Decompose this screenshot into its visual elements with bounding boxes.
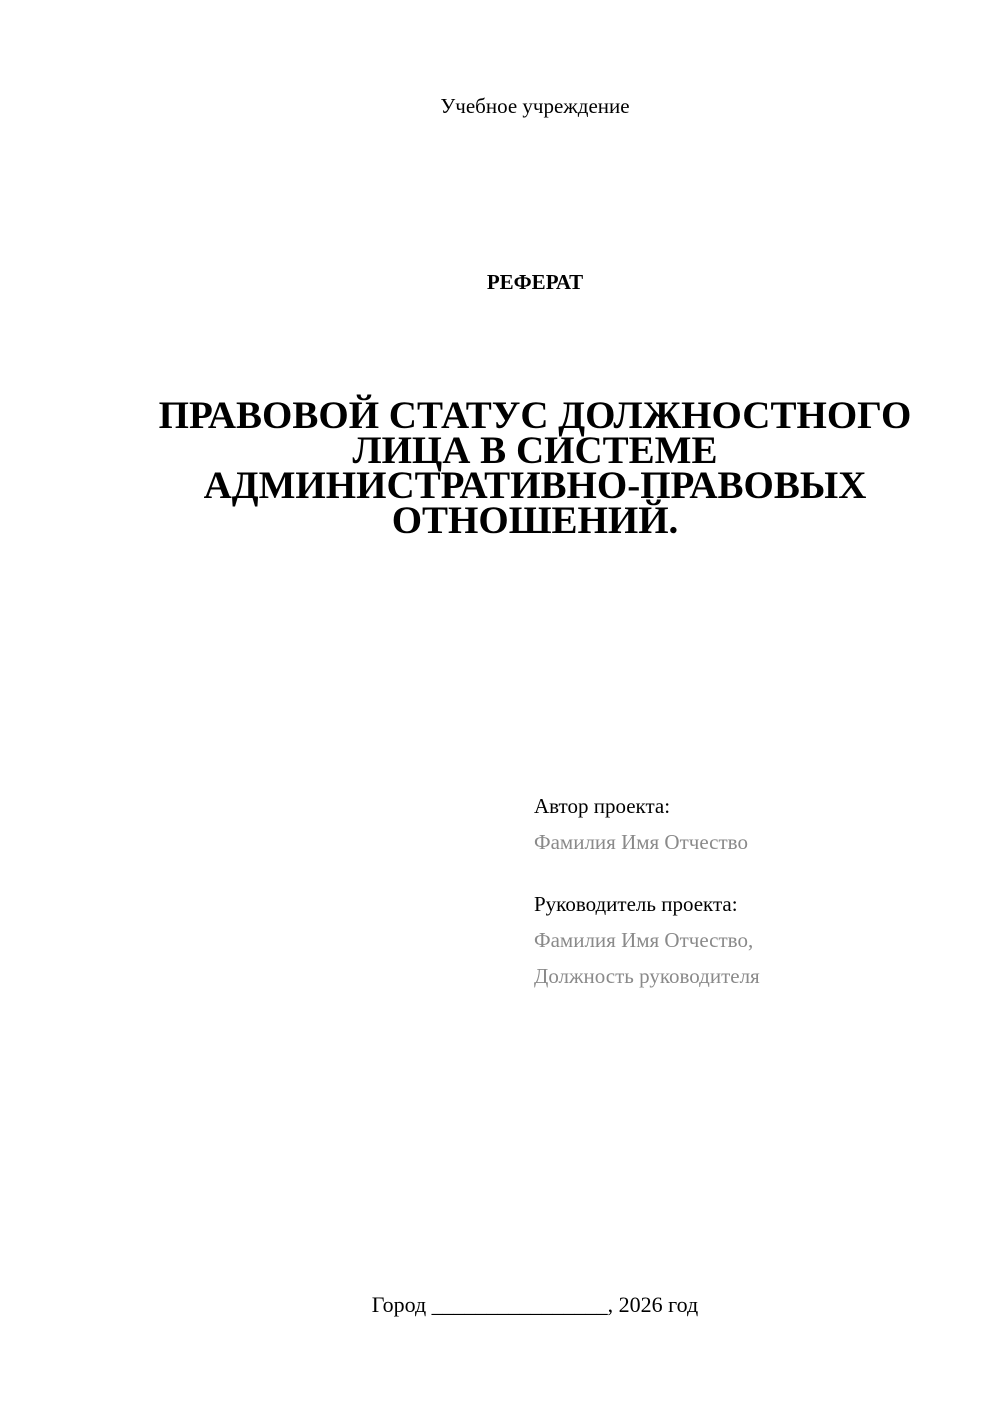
supervisor-label: Руководитель проекта: xyxy=(534,892,738,916)
supervisor-position: Должность руководителя xyxy=(534,964,760,988)
title-line-2: ЛИЦА В СИСТЕМЕ xyxy=(352,429,718,472)
document-type-heading: РЕФЕРАТ xyxy=(486,270,584,294)
city-year-line: Город ________________, 2026 год xyxy=(371,1292,699,1317)
info-spacer xyxy=(534,860,974,886)
document-title xyxy=(130,394,940,542)
author-name: Фамилия Имя Отчество xyxy=(534,830,748,854)
project-info-block xyxy=(534,788,974,994)
title-line-3: АДМИНИСТРАТИВНО-ПРАВОВЫХ xyxy=(203,464,867,507)
title-line-1: ПРАВОВОЙ СТАТУС ДОЛЖНОСТНОГО xyxy=(158,394,912,437)
title-line-4: ОТНОШЕНИЙ. xyxy=(391,499,679,542)
author-label: Автор проекта: xyxy=(534,794,671,818)
institution-name: Учебное учреждение xyxy=(440,94,630,118)
supervisor-name: Фамилия Имя Отчество, xyxy=(534,928,754,952)
